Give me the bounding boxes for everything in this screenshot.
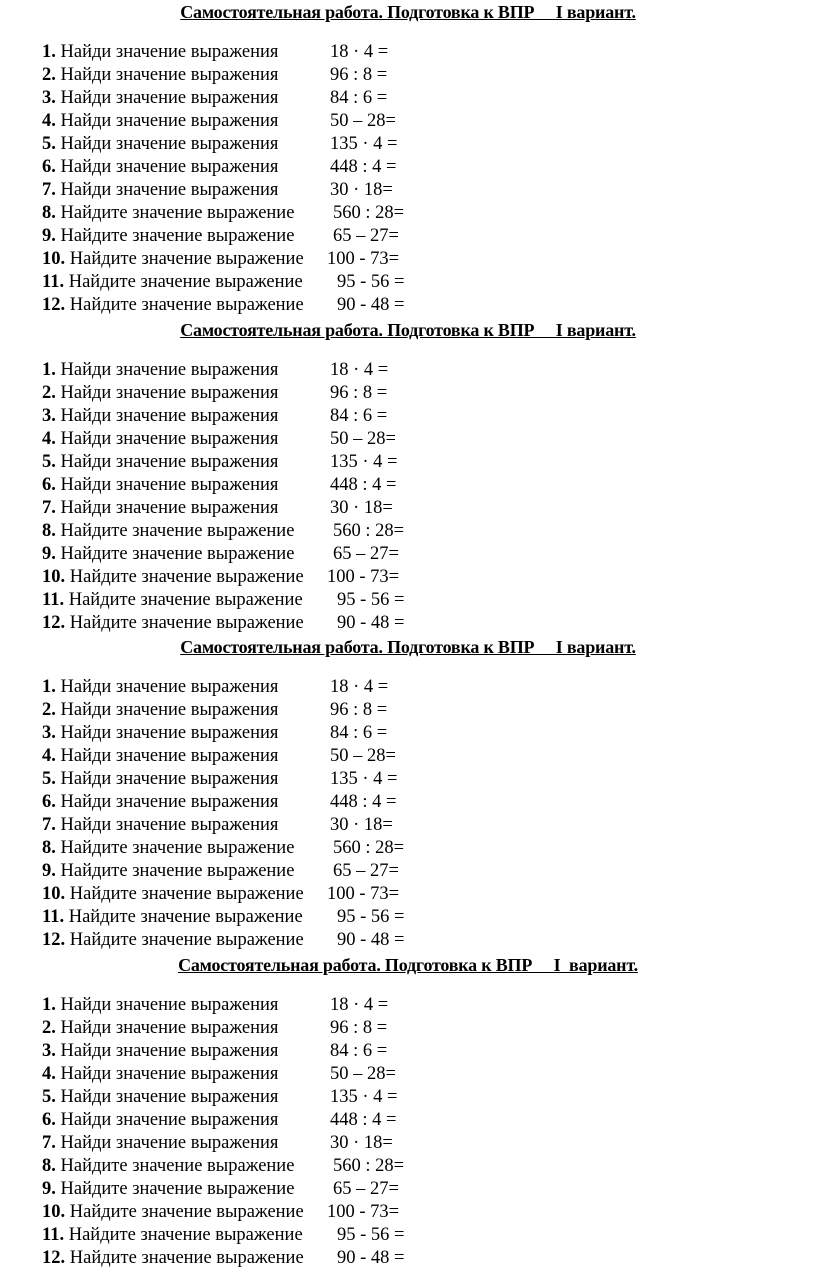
task-expression: 18 · 4 = [330, 360, 389, 380]
task-text: Найди значение выражения [60, 498, 279, 518]
task-item [42, 906, 405, 929]
task-expression: 30 · 18= [330, 180, 393, 200]
task-text: Найдите значение выражение [69, 567, 304, 587]
task-item [42, 1247, 405, 1270]
worksheet-title: Самостоятельная работа. Подготовка к ВПР I вариант. [180, 637, 636, 657]
task-item [42, 566, 400, 589]
task-expression: 65 – 27= [333, 226, 399, 246]
task-item [42, 722, 388, 745]
task-number: 7. [42, 815, 56, 835]
task-expression: 100 - 73= [327, 884, 400, 904]
task-expression: 84 : 6 = [330, 723, 388, 743]
task-text: Найди значение выражения [60, 815, 279, 835]
task-item [42, 225, 399, 248]
task-number: 4. [42, 746, 56, 766]
task-text: Найди значение выражения [60, 180, 279, 200]
task-item [42, 1132, 393, 1155]
task-item [42, 451, 398, 474]
task-number: 7. [42, 1133, 56, 1153]
task-number: 2. [42, 1018, 56, 1038]
task-number: 10. [42, 884, 66, 904]
task-text: Найди значение выражения [60, 723, 279, 743]
task-item [42, 791, 397, 814]
task-text: Найди значение выражения [60, 406, 279, 426]
task-number: 7. [42, 498, 56, 518]
task-number: 6. [42, 1110, 56, 1130]
task-item [42, 837, 405, 860]
task-text: Найди значение выражения [60, 995, 279, 1015]
task-number: 12. [42, 295, 66, 315]
task-number: 2. [42, 700, 56, 720]
task-number: 12. [42, 930, 66, 950]
task-item [42, 860, 399, 883]
task-text: Найди значение выражения [60, 42, 279, 62]
task-expression: 135 · 4 = [330, 134, 398, 154]
worksheet-title: Самостоятельная работа. Подготовка к ВПР I вариант. [180, 2, 636, 22]
task-item [42, 1178, 399, 1201]
task-expression: 96 : 8 = [330, 383, 388, 403]
task-item [42, 428, 396, 451]
task-item [42, 156, 397, 179]
task-number: 11. [42, 1225, 65, 1245]
task-expression: 65 – 27= [333, 861, 399, 881]
task-text: Найдите значение выражение [69, 884, 304, 904]
task-expression: 96 : 8 = [330, 1018, 388, 1038]
task-expression: 18 · 4 = [330, 42, 389, 62]
task-text: Найдите значение выражение [68, 907, 303, 927]
task-text: Найди значение выражения [60, 769, 279, 789]
worksheet-block [0, 320, 816, 638]
task-text: Найдите значение выражение [60, 1156, 295, 1176]
task-item [42, 929, 405, 952]
task-text: Найди значение выражения [60, 88, 279, 108]
task-expression: 65 – 27= [333, 544, 399, 564]
task-item [42, 994, 389, 1017]
task-expression: 30 · 18= [330, 1133, 393, 1153]
task-expression: 18 · 4 = [330, 677, 389, 697]
worksheet-block [0, 955, 816, 1273]
task-number: 3. [42, 406, 56, 426]
task-number: 12. [42, 1248, 66, 1268]
task-number: 2. [42, 383, 56, 403]
task-item [42, 1017, 388, 1040]
task-text: Найди значение выражения [60, 1133, 279, 1153]
task-number: 9. [42, 544, 56, 564]
task-expression: 90 - 48 = [337, 295, 405, 315]
task-item [42, 1109, 397, 1132]
task-text: Найди значение выражения [60, 746, 279, 766]
task-item [42, 745, 396, 768]
task-number: 5. [42, 1087, 56, 1107]
task-item [42, 520, 405, 543]
task-number: 9. [42, 226, 56, 246]
task-expression: 100 - 73= [327, 567, 400, 587]
task-item [42, 64, 388, 87]
task-text: Найдите значение выражение [60, 203, 295, 223]
task-expression: 18 · 4 = [330, 995, 389, 1015]
task-text: Найди значение выражения [60, 1041, 279, 1061]
task-number: 9. [42, 1179, 56, 1199]
task-item [42, 814, 393, 837]
task-expression: 50 – 28= [330, 1064, 396, 1084]
task-expression: 95 - 56 = [337, 1225, 405, 1245]
task-number: 2. [42, 65, 56, 85]
task-expression: 50 – 28= [330, 429, 396, 449]
task-text: Найдите значение выражение [60, 226, 295, 246]
task-number: 4. [42, 1064, 56, 1084]
task-expression: 84 : 6 = [330, 406, 388, 426]
worksheet-block [0, 637, 816, 955]
task-expression: 30 · 18= [330, 815, 393, 835]
worksheet-title: Самостоятельная работа. Подготовка к ВПР I вариант. [178, 955, 638, 975]
task-expression: 560 : 28= [333, 203, 405, 223]
task-number: 11. [42, 590, 65, 610]
task-expression: 95 - 56 = [337, 590, 405, 610]
task-expression: 560 : 28= [333, 838, 405, 858]
task-item [42, 699, 388, 722]
task-expression: 95 - 56 = [337, 272, 405, 292]
task-item [42, 133, 398, 156]
task-number: 10. [42, 249, 66, 269]
task-number: 5. [42, 134, 56, 154]
worksheet-title: Самостоятельная работа. Подготовка к ВПР I вариант. [180, 320, 636, 340]
task-expression: 95 - 56 = [337, 907, 405, 927]
task-text: Найдите значение выражение [69, 1248, 304, 1268]
task-number: 11. [42, 272, 65, 292]
task-expression: 90 - 48 = [337, 1248, 405, 1268]
task-text: Найдите значение выражение [69, 249, 304, 269]
task-item [42, 676, 389, 699]
task-expression: 448 : 4 = [330, 157, 397, 177]
task-item [42, 294, 405, 317]
task-number: 4. [42, 111, 56, 131]
task-expression: 30 · 18= [330, 498, 393, 518]
task-item [42, 474, 397, 497]
task-expression: 96 : 8 = [330, 65, 388, 85]
task-expression: 96 : 8 = [330, 700, 388, 720]
task-expression: 135 · 4 = [330, 1087, 398, 1107]
task-number: 1. [42, 360, 56, 380]
task-text: Найди значение выражения [60, 65, 279, 85]
task-number: 6. [42, 792, 56, 812]
task-number: 8. [42, 203, 56, 223]
task-item [42, 768, 398, 791]
task-item [42, 543, 399, 566]
task-number: 8. [42, 521, 56, 541]
task-number: 7. [42, 180, 56, 200]
task-text: Найди значение выражения [60, 1064, 279, 1084]
task-text: Найди значение выражения [60, 157, 279, 177]
task-text: Найдите значение выражение [60, 521, 295, 541]
task-text: Найди значение выражения [60, 452, 279, 472]
task-item [42, 589, 405, 612]
task-text: Найдите значение выражение [69, 295, 304, 315]
task-item [42, 248, 400, 271]
task-text: Найди значение выражения [60, 475, 279, 495]
task-expression: 448 : 4 = [330, 475, 397, 495]
task-number: 10. [42, 567, 66, 587]
worksheet-block [0, 2, 816, 320]
task-item [42, 1224, 405, 1247]
task-number: 1. [42, 677, 56, 697]
task-number: 3. [42, 88, 56, 108]
task-item [42, 359, 389, 382]
task-item [42, 382, 388, 405]
task-text: Найди значение выражения [60, 1110, 279, 1130]
task-text: Найдите значение выражение [60, 1179, 295, 1199]
task-number: 1. [42, 995, 56, 1015]
task-number: 11. [42, 907, 65, 927]
task-text: Найди значение выражения [60, 111, 279, 131]
task-item [42, 883, 400, 906]
task-number: 6. [42, 157, 56, 177]
task-expression: 448 : 4 = [330, 792, 397, 812]
task-item [42, 271, 405, 294]
task-expression: 50 – 28= [330, 746, 396, 766]
task-text: Найдите значение выражение [68, 1225, 303, 1245]
task-item [42, 202, 405, 225]
task-item [42, 179, 393, 202]
task-item [42, 405, 388, 428]
task-item [42, 1155, 405, 1178]
task-expression: 100 - 73= [327, 249, 400, 269]
task-item [42, 41, 389, 64]
task-text: Найдите значение выражение [69, 1202, 304, 1222]
task-number: 10. [42, 1202, 66, 1222]
task-expression: 560 : 28= [333, 521, 405, 541]
task-text: Найди значение выражения [60, 429, 279, 449]
task-text: Найдите значение выражение [68, 272, 303, 292]
task-number: 12. [42, 613, 66, 633]
task-text: Найди значение выражения [60, 700, 279, 720]
task-expression: 65 – 27= [333, 1179, 399, 1199]
task-item [42, 1063, 396, 1086]
task-text: Найди значение выражения [60, 383, 279, 403]
task-number: 6. [42, 475, 56, 495]
task-expression: 90 - 48 = [337, 613, 405, 633]
task-text: Найди значение выражения [60, 1087, 279, 1107]
task-item [42, 1086, 398, 1109]
task-item [42, 87, 388, 110]
task-expression: 448 : 4 = [330, 1110, 397, 1130]
task-number: 5. [42, 452, 56, 472]
task-text: Найдите значение выражение [60, 544, 295, 564]
task-text: Найдите значение выражение [60, 838, 295, 858]
task-expression: 560 : 28= [333, 1156, 405, 1176]
task-number: 3. [42, 1041, 56, 1061]
task-item [42, 612, 405, 635]
task-expression: 84 : 6 = [330, 88, 388, 108]
task-expression: 90 - 48 = [337, 930, 405, 950]
task-number: 3. [42, 723, 56, 743]
task-number: 5. [42, 769, 56, 789]
task-item [42, 1040, 388, 1063]
task-number: 1. [42, 42, 56, 62]
task-text: Найди значение выражения [60, 792, 279, 812]
task-item [42, 1201, 400, 1224]
task-expression: 84 : 6 = [330, 1041, 388, 1061]
task-expression: 100 - 73= [327, 1202, 400, 1222]
task-text: Найди значение выражения [60, 1018, 279, 1038]
task-text: Найдите значение выражение [60, 861, 295, 881]
task-expression: 135 · 4 = [330, 769, 398, 789]
task-number: 9. [42, 861, 56, 881]
task-number: 4. [42, 429, 56, 449]
task-item [42, 110, 396, 133]
task-text: Найдите значение выражение [68, 590, 303, 610]
task-expression: 135 · 4 = [330, 452, 398, 472]
task-expression: 50 – 28= [330, 111, 396, 131]
task-text: Найди значение выражения [60, 360, 279, 380]
task-text: Найди значение выражения [60, 677, 279, 697]
task-text: Найдите значение выражение [69, 930, 304, 950]
task-text: Найди значение выражения [60, 134, 279, 154]
task-number: 8. [42, 838, 56, 858]
task-item [42, 497, 393, 520]
task-number: 8. [42, 1156, 56, 1176]
task-text: Найдите значение выражение [69, 613, 304, 633]
